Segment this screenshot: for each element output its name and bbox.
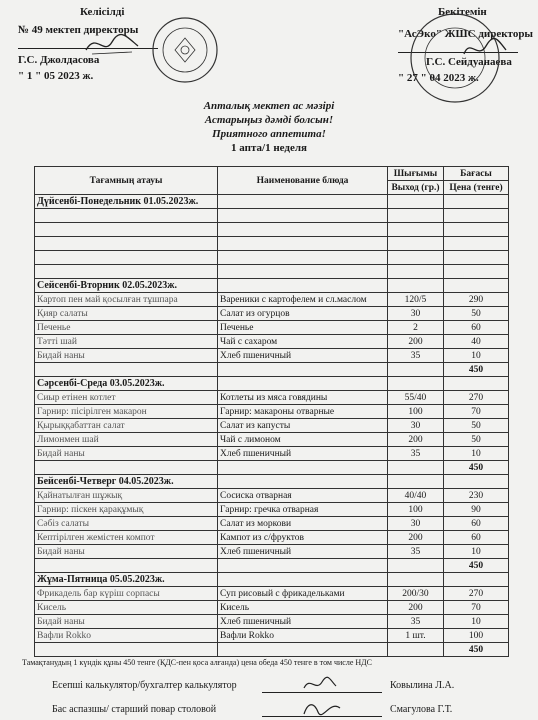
- calculator-label: Есепші калькулятор/бухгалтер калькулятор: [52, 680, 237, 691]
- dish-price: 60: [444, 531, 509, 545]
- dish-kz: Сиыр етінен котлет: [35, 391, 218, 405]
- right-header-company: "АсЭко" ЖШС директоры: [398, 28, 534, 40]
- day-label: Сейсенбі-Вторник 02.05.2023ж.: [35, 279, 218, 293]
- dish-price: 10: [444, 447, 509, 461]
- menu-table: [34, 166, 509, 657]
- school-stamp-icon: [150, 10, 220, 90]
- table-row: [35, 517, 509, 531]
- dish-kz: Вафли Rokko: [35, 629, 218, 643]
- calculator-signature-icon: [300, 674, 340, 694]
- day-total: 450: [444, 461, 509, 475]
- dish-price: 90: [444, 503, 509, 517]
- right-header-name: Г.С. Сейдуанаева: [426, 56, 512, 68]
- dish-kz: Печенье: [35, 321, 218, 335]
- dish-price: 10: [444, 545, 509, 559]
- day-row: [35, 377, 509, 391]
- dish-kz: Бидай наны: [35, 545, 218, 559]
- dish-ru: Салат из моркови: [218, 517, 388, 531]
- dish-ru: Хлеб пшеничный: [218, 349, 388, 363]
- dish-kz: Лимонмен шай: [35, 433, 218, 447]
- header-out-top: Шығымы: [388, 167, 444, 181]
- title-line-2: Астарыңыз дәмді болсын!: [204, 114, 334, 126]
- header-out-bottom: Выход (гр.): [388, 181, 444, 195]
- dish-out: 2: [388, 321, 444, 335]
- dish-kz: Тәтті шай: [35, 335, 218, 349]
- left-header-date: " 1 " 05 2023 ж.: [18, 70, 94, 82]
- dish-price: 70: [444, 405, 509, 419]
- dish-kz: Кисель: [35, 601, 218, 615]
- dish-out: 100: [388, 503, 444, 517]
- right-header-title: Бекітемін: [438, 6, 487, 18]
- dish-out: 200/30: [388, 587, 444, 601]
- table-row: [35, 405, 509, 419]
- table-header-row: [35, 167, 509, 181]
- dish-price: 290: [444, 293, 509, 307]
- day-row: [35, 475, 509, 489]
- dish-price: 230: [444, 489, 509, 503]
- dish-out: 200: [388, 531, 444, 545]
- left-header-title: Келісілді: [80, 6, 125, 18]
- dish-kz: Қырыққабаттан салат: [35, 419, 218, 433]
- table-row: [35, 209, 509, 223]
- dish-out: 200: [388, 335, 444, 349]
- day-row: [35, 573, 509, 587]
- table-row: [35, 615, 509, 629]
- dish-out: 55/40: [388, 391, 444, 405]
- dish-kz: Фрикадель бар күріш сорпасы: [35, 587, 218, 601]
- table-row: [35, 447, 509, 461]
- dish-ru: Гарнир: гречка отварная: [218, 503, 388, 517]
- dish-out: 35: [388, 349, 444, 363]
- table-row: [35, 629, 509, 643]
- dish-out: 1 шт.: [388, 629, 444, 643]
- dish-price: 10: [444, 615, 509, 629]
- dish-kz: Бидай наны: [35, 447, 218, 461]
- table-row: [35, 601, 509, 615]
- dish-ru: Салат из капусты: [218, 419, 388, 433]
- dish-kz: Бидай наны: [35, 615, 218, 629]
- header-price-top: Бағасы: [444, 167, 509, 181]
- dish-price: 70: [444, 601, 509, 615]
- table-row: [35, 349, 509, 363]
- dish-price: 100: [444, 629, 509, 643]
- header-ru: Наименование блюда: [218, 167, 388, 195]
- dish-ru: Гарнир: макароны отварные: [218, 405, 388, 419]
- dish-kz: Қайнатылған шұжық: [35, 489, 218, 503]
- title-line-3: Приятного аппетита!: [212, 128, 326, 140]
- day-total: 450: [444, 363, 509, 377]
- dish-price: 60: [444, 321, 509, 335]
- table-row: [35, 433, 509, 447]
- table-row: [35, 587, 509, 601]
- table-row: [35, 223, 509, 237]
- dish-ru: Хлеб пшеничный: [218, 545, 388, 559]
- header-kz: Тағамның атауы: [35, 167, 218, 195]
- dish-out: 30: [388, 419, 444, 433]
- day-label: Жұма-Пятница 05.05.2023ж.: [35, 573, 218, 587]
- dish-kz: Гарнир: піскен қарақұмық: [35, 503, 218, 517]
- table-row: [35, 503, 509, 517]
- right-header-date: " 27 " 04 2023 ж.: [398, 72, 479, 84]
- dish-ru: Хлеб пшеничный: [218, 447, 388, 461]
- table-row: [35, 237, 509, 251]
- dish-kz: Гарнир: пісірілген макарон: [35, 405, 218, 419]
- right-signature-icon: [460, 36, 510, 62]
- table-row: [35, 419, 509, 433]
- header-price-bottom: Цена (тенге): [444, 181, 509, 195]
- total-row: [35, 461, 509, 475]
- dish-price: 10: [444, 349, 509, 363]
- title-line-1: Апталық мектеп ас мәзірі: [203, 100, 335, 112]
- dish-out: 35: [388, 545, 444, 559]
- dish-ru: Вареники с картофелем и сл.маслом: [218, 293, 388, 307]
- day-label: Сәрсенбі-Среда 03.05.2023ж.: [35, 377, 218, 391]
- dish-ru: Хлеб пшеничный: [218, 615, 388, 629]
- calculator-name: Ковылина Л.А.: [390, 680, 455, 691]
- table-row: [35, 251, 509, 265]
- table-row: [35, 335, 509, 349]
- dish-out: 30: [388, 307, 444, 321]
- left-header-school: № 49 мектеп директоры: [18, 24, 139, 36]
- day-row: [35, 195, 509, 209]
- dish-kz: Кептірілген жемістен компот: [35, 531, 218, 545]
- dish-ru: Суп рисовый с фрикадельками: [218, 587, 388, 601]
- dish-price: 270: [444, 587, 509, 601]
- dish-out: 35: [388, 447, 444, 461]
- table-row: [35, 293, 509, 307]
- dish-out: 200: [388, 433, 444, 447]
- dish-out: 120/5: [388, 293, 444, 307]
- dish-kz: Бидай наны: [35, 349, 218, 363]
- dish-out: 100: [388, 405, 444, 419]
- dish-price: 60: [444, 517, 509, 531]
- table-row: [35, 391, 509, 405]
- dish-price: 50: [444, 419, 509, 433]
- dish-ru: Кампот из с/фруктов: [218, 531, 388, 545]
- dish-ru: Печенье: [218, 321, 388, 335]
- dish-ru: Салат из огурцов: [218, 307, 388, 321]
- dish-out: 35: [388, 615, 444, 629]
- total-row: [35, 643, 509, 657]
- price-note: Тамақтанудың 1 күндік құны 450 тенге (ҚДС-пен қоса алғанда) цена обеда 450 тенге в том числе НДС: [22, 658, 372, 667]
- day-label: Дүйсенбі-Понедельник 01.05.2023ж.: [35, 195, 218, 209]
- table-row: [35, 545, 509, 559]
- table-row: [35, 321, 509, 335]
- dish-out: 40/40: [388, 489, 444, 503]
- dish-ru: Котлеты из мяса говядины: [218, 391, 388, 405]
- total-row: [35, 363, 509, 377]
- dish-out: 30: [388, 517, 444, 531]
- day-row: [35, 279, 509, 293]
- table-row: [35, 489, 509, 503]
- day-total: 450: [444, 559, 509, 573]
- day-label: Бейсенбі-Четверг 04.05.2023ж.: [35, 475, 218, 489]
- dish-ru: Вафли Rokko: [218, 629, 388, 643]
- cook-signature-icon: [300, 698, 344, 718]
- dish-price: 270: [444, 391, 509, 405]
- left-signature-icon: [82, 30, 142, 58]
- dish-kz: Сәбіз салаты: [35, 517, 218, 531]
- dish-price: 50: [444, 433, 509, 447]
- dish-price: 40: [444, 335, 509, 349]
- cook-name: Смагулова Г.Т.: [390, 704, 453, 715]
- table-row: [35, 265, 509, 279]
- dish-ru: Чай с сахаром: [218, 335, 388, 349]
- cook-label: Бас аспазшы/ старший повар столовой: [52, 704, 217, 715]
- total-row: [35, 559, 509, 573]
- dish-ru: Сосиска отварная: [218, 489, 388, 503]
- title-line-4: 1 апта/1 неделя: [231, 142, 307, 154]
- dish-out: 200: [388, 601, 444, 615]
- dish-ru: Кисель: [218, 601, 388, 615]
- dish-kz: Қияр салаты: [35, 307, 218, 321]
- table-row: [35, 307, 509, 321]
- day-total: 450: [444, 643, 509, 657]
- dish-kz: Картоп пен май қосылған тұшпара: [35, 293, 218, 307]
- table-row: [35, 531, 509, 545]
- dish-price: 50: [444, 307, 509, 321]
- dish-ru: Чай с лимоном: [218, 433, 388, 447]
- left-header-name: Г.С. Джолдасова: [18, 54, 100, 66]
